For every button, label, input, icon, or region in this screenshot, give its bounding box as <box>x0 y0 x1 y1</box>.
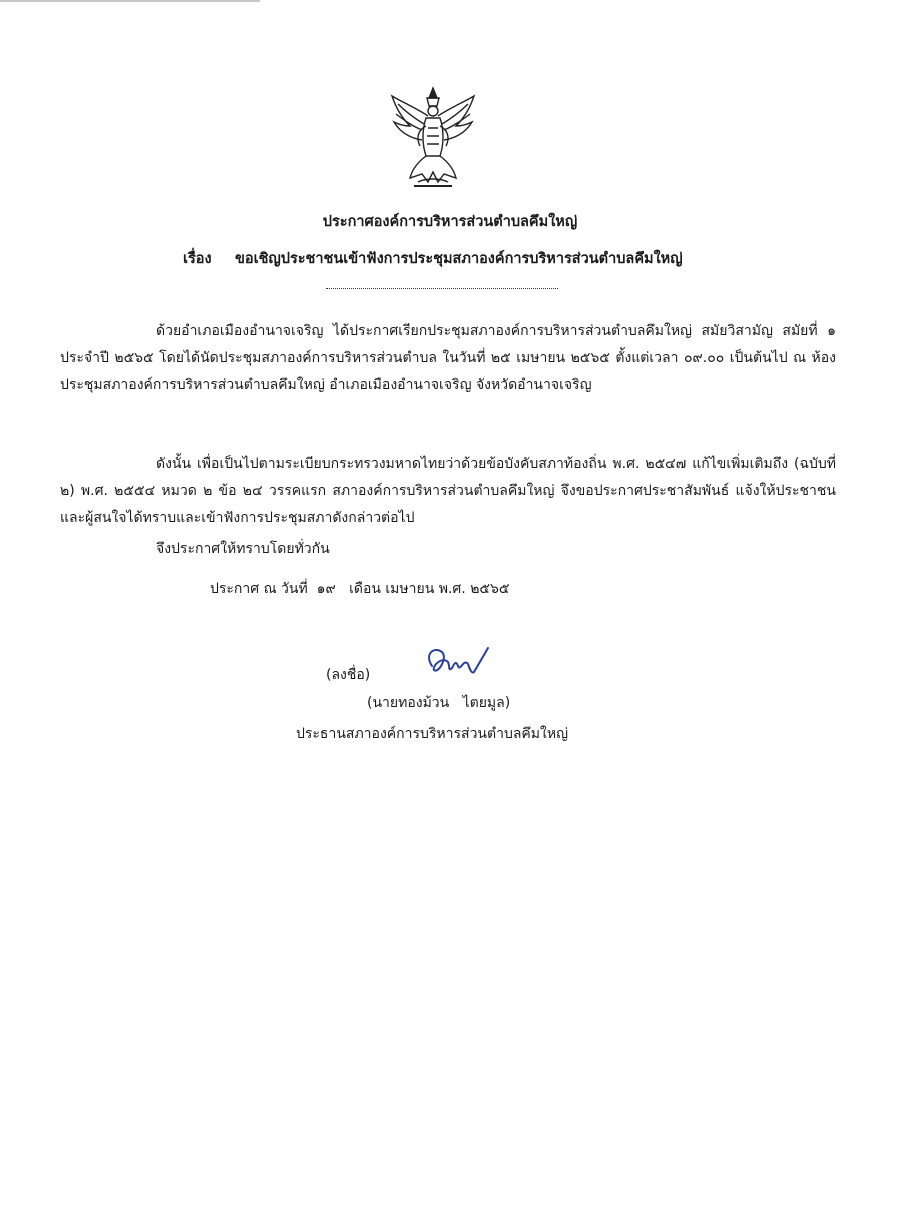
dotted-divider <box>326 288 558 289</box>
date-line: ประกาศ ณ วันที่ ๑๙ เดือน เมษายน พ.ศ. ๒๕๖๕ <box>210 581 510 597</box>
garuda-emblem-icon <box>388 86 478 190</box>
signer-position: ประธานสภาองค์การบริหารส่วนตำบลคึมใหญ่ <box>296 726 569 742</box>
subject-text: ขอเชิญประชาชนเข้าฟังการประชุมสภาองค์การบริหารส่วนตำบลคึมใหญ่ <box>235 251 683 267</box>
paragraph-2: ดังนั้น เพื่อเป็นไปตามระเบียบกระทรวงมหาดไทยว่าด้วยข้อบังคับสภาท้องถิ่น พ.ศ. ๒๕๔๗ แก้ไขเพิ่มเติมถึง (ฉบับที่ ๒) พ.ศ. ๒๕๕๔ หมวด ๒ ข้อ ๒๔ วรรคแรก สภาองค์การบริหารส่วนตำบลคึมใหญ่ จึงขอประกาศประชาสัมพันธ์ แจ้งให้ประชาชนและผู้สนใจได้ทราบและเข้าฟังการประชุมสภาดังกล่าวต่อไป <box>60 456 836 526</box>
signer-name: (นายทองม้วน ไตยมูล) <box>367 695 511 711</box>
signed-label: (ลงชื่อ) <box>326 667 371 683</box>
notice-line: จึงประกาศให้ทราบโดยทั่วกัน <box>156 541 330 557</box>
paragraph-1: ด้วยอำเภอเมืองอำนาจเจริญ ได้ประกาศเรียกประชุมสภาองค์การบริหารส่วนตำบลคึมใหญ่ สมัยวิสามัญ สมัยที่ ๑ ประจำปี ๒๕๖๕ โดยได้นัดประชุมสภาองค์การบริหารส่วนตำบล ในวันที่ ๒๕ เมษายน ๒๕๖๕ ตั้งแต่เวลา ๐๙.๐๐ เป็นต้นไป ณ ห้องประชุมสภาองค์การบริหารส่วนตำบลคึมใหญ่ อำเภอเมืองอำนาจเจริญ จังหวัดอำนาจเจริญ <box>60 323 836 393</box>
handwritten-signature-icon <box>418 644 498 686</box>
subject-line <box>183 247 683 270</box>
subject-label: เรื่อง <box>183 251 212 267</box>
scan-edge-line <box>0 0 260 2</box>
document-title: ประกาศองค์การบริหารส่วนตำบลคึมใหญ่ <box>322 214 578 230</box>
